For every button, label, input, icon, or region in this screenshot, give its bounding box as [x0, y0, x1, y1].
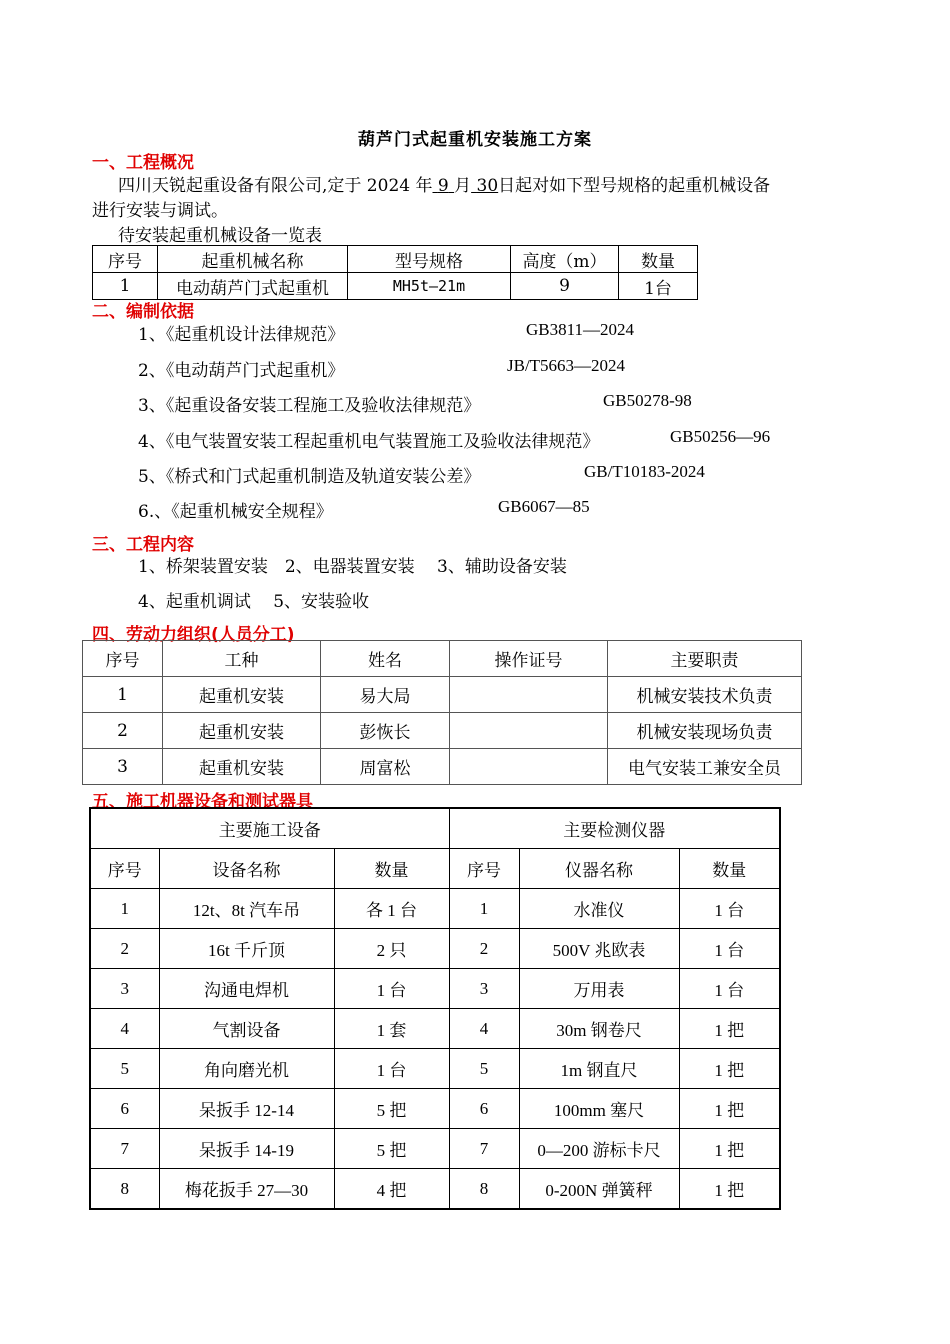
section-2-heading: 二、编制依据 — [92, 302, 194, 322]
header-cell: 数量 — [619, 246, 698, 273]
table-cell: 7 — [449, 1129, 519, 1169]
section-4-heading: 四、劳动力组织(人员分工) — [92, 625, 295, 645]
table-header-row — [90, 849, 780, 889]
content-line-1: 1、桥架装置安装 2、电器装置安装 3、辅助设备安装 — [138, 557, 567, 577]
basis-item-1 — [138, 320, 344, 345]
table-cell: 1 — [90, 889, 159, 929]
table-cell: 起重机安装 — [163, 713, 321, 749]
basis-code-3: GB50278-98 — [603, 391, 692, 410]
table-cell: 3 — [90, 969, 159, 1009]
table-cell: 100mm 塞尺 — [519, 1089, 679, 1129]
table-cell: 彭恢长 — [321, 713, 450, 749]
table-cell: 5 — [449, 1049, 519, 1089]
table-cell: 5 把 — [334, 1129, 449, 1169]
table-cell: 1m 钢直尺 — [519, 1049, 679, 1089]
basis-name: 《电气装置安装工程起重机电气装置施工及验收法律规范》 — [165, 432, 600, 452]
header-cell: 型号规格 — [348, 246, 511, 273]
table-cell: 易大局 — [321, 677, 450, 713]
table-cell: 1 台 — [334, 969, 449, 1009]
table-cell: 梅花扳手 27—30 — [159, 1169, 334, 1210]
table-cell: 1 — [93, 273, 158, 300]
table-cell: 1 台 — [679, 969, 780, 1009]
table-cell: 1 把 — [679, 1129, 780, 1169]
table-cell: 9 — [511, 273, 619, 300]
table-cell: 1 — [449, 889, 519, 929]
table-cell: 4 — [449, 1009, 519, 1049]
header-cell: 序号 — [83, 641, 163, 677]
table-row — [90, 889, 780, 929]
table-cell: 4 — [90, 1009, 159, 1049]
table-row — [83, 713, 802, 749]
table-cell: 电气安装工兼安全员 — [608, 749, 802, 785]
table-cell: 2 只 — [334, 929, 449, 969]
table-cell: 周富松 — [321, 749, 450, 785]
table-cell: 3 — [449, 969, 519, 1009]
table-cell: 1 套 — [334, 1009, 449, 1049]
table-cell: 0-200N 弹簧秤 — [519, 1169, 679, 1210]
section-3-heading: 三、工程内容 — [92, 535, 194, 555]
header-cell: 序号 — [90, 849, 159, 889]
table-cell: 0—200 游标卡尺 — [519, 1129, 679, 1169]
table-group-header-row — [90, 808, 780, 849]
table-row — [90, 929, 780, 969]
basis-name: 《起重机设计法律规范》 — [165, 325, 345, 345]
basis-item-2 — [138, 356, 344, 381]
table-cell: 电动葫芦门式起重机 — [158, 273, 348, 300]
table-cell: 1台 — [619, 273, 698, 300]
table-cell: 1 台 — [679, 929, 780, 969]
table-row — [90, 1009, 780, 1049]
header-cell: 设备名称 — [159, 849, 334, 889]
table-row — [93, 273, 698, 300]
header-cell: 序号 — [93, 246, 158, 273]
table-cell: 6 — [90, 1089, 159, 1129]
basis-number: 3、 — [138, 396, 166, 416]
overview-rest-text: 日起对如下型号规格的起重机械设备 — [498, 176, 771, 196]
table-cell: 30m 钢卷尺 — [519, 1009, 679, 1049]
basis-number: 6.、 — [138, 502, 172, 522]
table-cell: 1 把 — [679, 1049, 780, 1089]
header-cell: 起重机械名称 — [158, 246, 348, 273]
table-row — [90, 1129, 780, 1169]
basis-number: 1、 — [138, 325, 166, 345]
equipment-table-caption: 待安装起重机械设备一览表 — [118, 226, 322, 246]
basis-number: 5、 — [138, 467, 166, 487]
table-row — [90, 969, 780, 1009]
table-cell: 1 台 — [679, 889, 780, 929]
basis-code-1: GB3811—2024 — [526, 320, 634, 339]
table-cell: 1 — [83, 677, 163, 713]
table-row — [83, 749, 802, 785]
basis-item-4 — [138, 427, 599, 452]
table-cell: 气割设备 — [159, 1009, 334, 1049]
basis-code-5: GB/T10183-2024 — [584, 462, 705, 481]
section-5-heading: 五、施工机器设备和测试器具 — [92, 792, 313, 812]
header-cell: 姓名 — [321, 641, 450, 677]
table-cell: 呆扳手 14-19 — [159, 1129, 334, 1169]
table-cell: 12t、8t 汽车吊 — [159, 889, 334, 929]
table-cell: 3 — [83, 749, 163, 785]
table-cell: 6 — [449, 1089, 519, 1129]
table-cell: 5 把 — [334, 1089, 449, 1129]
table-header-row — [83, 641, 802, 677]
table-row — [83, 677, 802, 713]
header-cell: 序号 — [449, 849, 519, 889]
table-cell: 1 台 — [334, 1049, 449, 1089]
table-cell: 2 — [90, 929, 159, 969]
table-cell — [450, 749, 608, 785]
table-cell: 1 把 — [679, 1169, 780, 1210]
basis-number: 2、 — [138, 361, 166, 381]
table-cell: 7 — [90, 1129, 159, 1169]
basis-item-5 — [138, 462, 480, 487]
header-cell: 仪器名称 — [519, 849, 679, 889]
table-cell: 500V 兆欧表 — [519, 929, 679, 969]
table-cell: 8 — [90, 1169, 159, 1210]
basis-number: 4、 — [138, 432, 166, 452]
section-1-heading: 一、工程概况 — [92, 153, 194, 173]
overview-line-1 — [118, 171, 770, 196]
basis-name: 《桥式和门式起重机制造及轨道安装公差》 — [165, 467, 481, 487]
page-title: 葫芦门式起重机安装施工方案 — [358, 130, 592, 150]
group-header-testing: 主要检测仪器 — [449, 808, 780, 849]
header-cell: 主要职责 — [608, 641, 802, 677]
table-cell — [450, 677, 608, 713]
table-cell: MH5t—21m — [348, 273, 511, 300]
basis-code-2: JB/T5663—2024 — [507, 356, 626, 375]
table-cell: 水准仪 — [519, 889, 679, 929]
table-cell: 4 把 — [334, 1169, 449, 1210]
overview-company-text: 四川天锐起重设备有限公司,定于 2024 年 — [118, 176, 433, 196]
header-cell: 操作证号 — [450, 641, 608, 677]
content-line-2: 4、起重机调试 5、安装验收 — [138, 592, 370, 612]
header-cell: 工种 — [163, 641, 321, 677]
equipment-tools-table — [89, 807, 781, 1210]
labor-table — [82, 640, 802, 785]
table-cell: 万用表 — [519, 969, 679, 1009]
table-row — [90, 1049, 780, 1089]
basis-name: 《起重机械安全规程》 — [171, 502, 333, 522]
table-cell: 呆扳手 12-14 — [159, 1089, 334, 1129]
table-cell: 机械安装技术负责 — [608, 677, 802, 713]
overview-day: 30 — [476, 176, 499, 196]
overview-line-2: 进行安装与调试。 — [92, 201, 228, 221]
table-cell: 起重机安装 — [163, 677, 321, 713]
table-header-row — [93, 246, 698, 273]
table-cell: 沟通电焊机 — [159, 969, 334, 1009]
table-cell — [450, 713, 608, 749]
overview-month: 9 — [437, 176, 449, 196]
table-cell: 起重机安装 — [163, 749, 321, 785]
table-cell: 5 — [90, 1049, 159, 1089]
basis-code-4: GB50256—96 — [670, 427, 771, 446]
table-cell: 2 — [449, 929, 519, 969]
table-row — [90, 1089, 780, 1129]
basis-item-3 — [138, 391, 480, 416]
equipment-tools-body — [90, 889, 780, 1210]
basis-name: 《起重设备安装工程施工及验收法律规范》 — [165, 396, 481, 416]
equipment-table — [92, 245, 698, 300]
basis-name: 《电动葫芦门式起重机》 — [165, 361, 345, 381]
table-cell: 1 把 — [679, 1009, 780, 1049]
table-cell: 16t 千斤顶 — [159, 929, 334, 969]
table-cell: 1 把 — [679, 1089, 780, 1129]
header-cell: 高度（m） — [511, 246, 619, 273]
table-cell: 2 — [83, 713, 163, 749]
table-cell: 机械安装现场负责 — [608, 713, 802, 749]
table-cell: 各 1 台 — [334, 889, 449, 929]
table-row — [90, 1169, 780, 1210]
group-header-construction: 主要施工设备 — [90, 808, 449, 849]
overview-month-unit: 月 — [454, 176, 472, 196]
basis-code-6: GB6067—85 — [498, 497, 590, 516]
header-cell: 数量 — [334, 849, 449, 889]
table-cell: 角向磨光机 — [159, 1049, 334, 1089]
basis-item-6 — [138, 497, 333, 522]
table-cell: 8 — [449, 1169, 519, 1210]
header-cell: 数量 — [679, 849, 780, 889]
